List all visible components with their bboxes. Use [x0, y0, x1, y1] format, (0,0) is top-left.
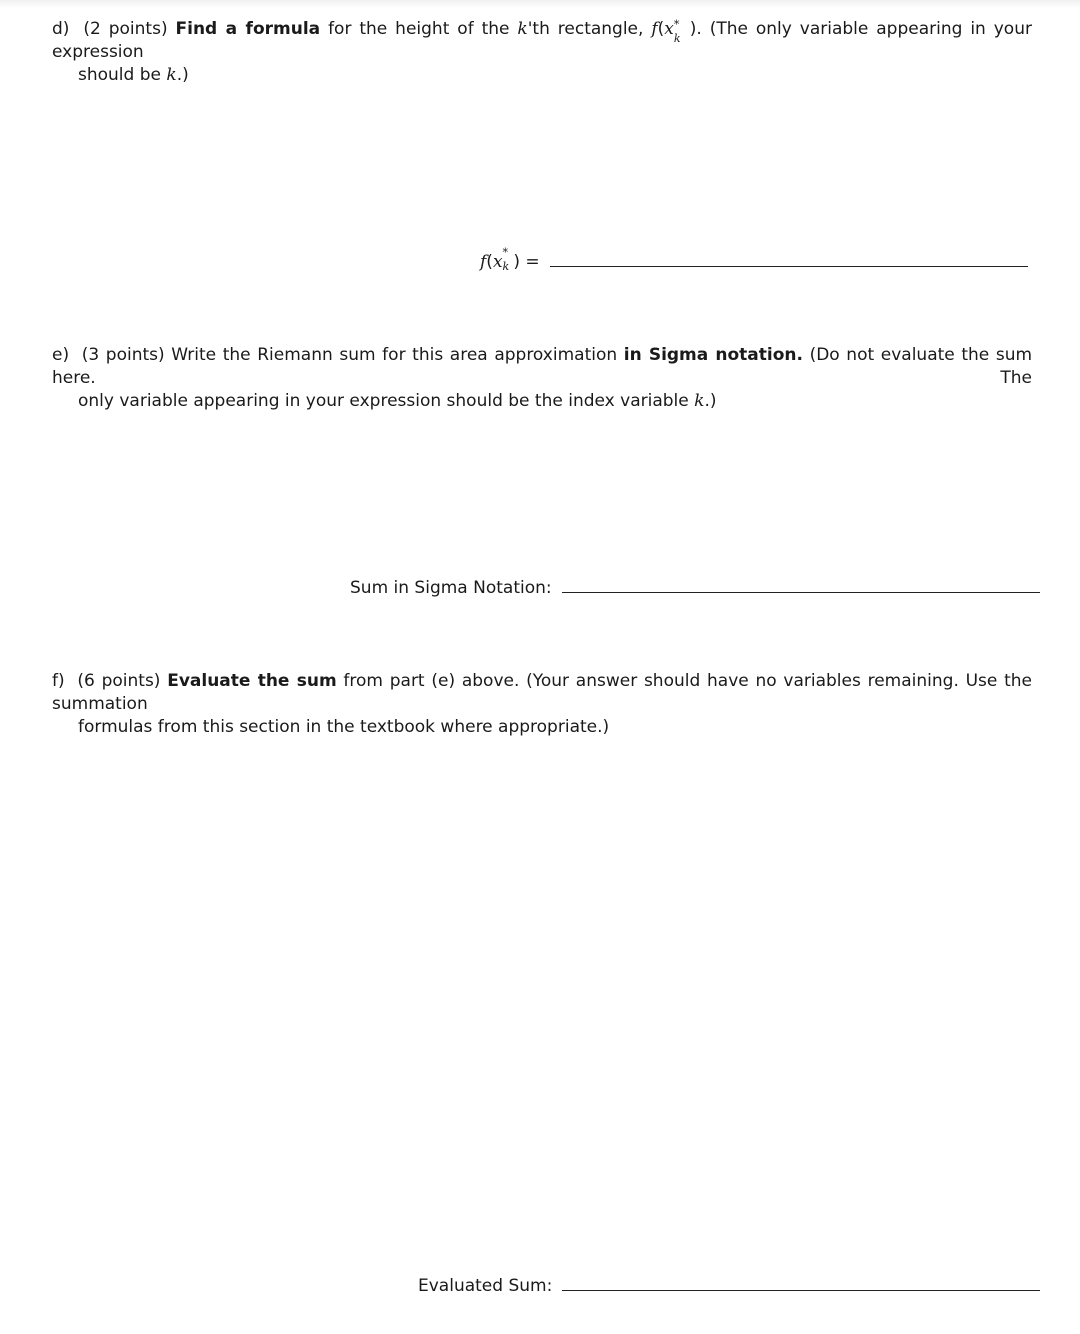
- problem-e-points: (3 points): [81, 345, 165, 365]
- problem-d-bold: Find a formula: [175, 19, 321, 39]
- problem-d-star: *: [673, 18, 680, 31]
- answer-e-blank[interactable]: [562, 591, 1040, 593]
- problem-d: [52, 18, 1032, 87]
- problem-f-points: (6 points): [77, 671, 161, 691]
- problem-d-subk: k: [673, 32, 681, 45]
- problem-f-line-2: formulas from this section in the textbook where appropriate.): [78, 717, 610, 737]
- problem-d-paren-open: (: [657, 19, 665, 39]
- problem-d-line-1: [52, 18, 1032, 64]
- problem-d-text2: 'th rectangle,: [527, 19, 644, 39]
- answer-f: [418, 1276, 1040, 1296]
- answer-d-prompt: [480, 246, 540, 273]
- answer-d-star: *: [502, 246, 509, 259]
- problem-e-line2k: k: [694, 391, 705, 411]
- top-edge-shadow: [0, 0, 1080, 8]
- problem-e: [52, 344, 1032, 413]
- problem-d-line-2: [52, 64, 1032, 87]
- problem-e-text1: Write the Riemann sum for this area approximation: [171, 345, 618, 365]
- problem-e-bold: in Sigma notation.: [623, 345, 803, 365]
- answer-f-prompt: Evaluated Sum:: [418, 1276, 553, 1296]
- answer-d-open: (: [486, 252, 493, 272]
- answer-d-x: x * k: [492, 246, 510, 273]
- problem-f-text1: from part (e) above. (Your answer should have no variables remaining. Use the summation: [52, 671, 1033, 714]
- problem-d-label: d): [52, 19, 70, 39]
- answer-d-subk: k: [502, 260, 510, 273]
- problem-f-line-1: [52, 670, 1032, 716]
- problem-d-text3: (The only variable appearing in your expression: [52, 19, 1032, 62]
- problem-e-label: e): [52, 345, 70, 365]
- answer-e: [350, 578, 1040, 598]
- problem-d-text1: for the height of the: [328, 19, 510, 39]
- problem-e-line-2: [52, 390, 1032, 413]
- problem-d-paren-close: ).: [689, 19, 702, 39]
- answer-d-close: ) =: [513, 252, 540, 272]
- problem-f-label: f): [52, 671, 65, 691]
- answer-f-blank[interactable]: [562, 1289, 1040, 1291]
- problem-d-line2k: k: [166, 65, 177, 85]
- problem-d-line2b: .): [176, 65, 189, 85]
- problem-d-x: x * k: [664, 19, 674, 39]
- problem-d-f: f: [651, 19, 658, 39]
- problem-e-line2a: only variable appearing in your expression should be the index variable: [78, 391, 689, 411]
- problem-e-line2b: .): [704, 391, 717, 411]
- problem-e-text2: (Do not evaluate the sum here. The: [52, 345, 1033, 388]
- answer-e-prompt: Sum in Sigma Notation:: [350, 578, 552, 598]
- problem-d-line2a: should be: [78, 65, 161, 85]
- answer-d: [480, 246, 1028, 273]
- problem-d-points: (2 points): [83, 19, 168, 39]
- problem-d-k: k: [517, 19, 528, 39]
- answer-d-f: f: [480, 252, 487, 272]
- problem-f-bold: Evaluate the sum: [167, 671, 337, 691]
- problem-f: [52, 670, 1032, 739]
- answer-d-blank[interactable]: [550, 265, 1028, 267]
- problem-e-line-1: [52, 344, 1032, 390]
